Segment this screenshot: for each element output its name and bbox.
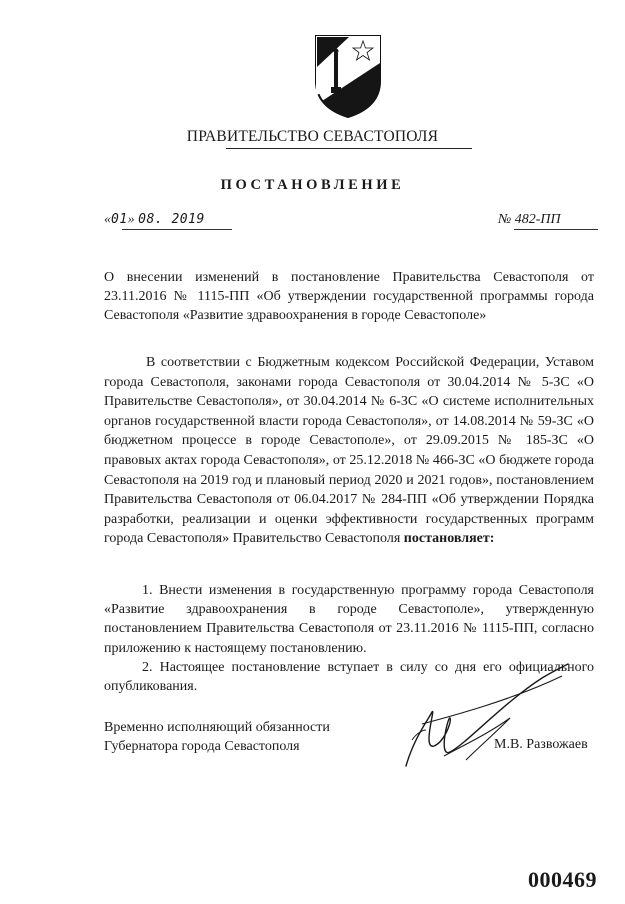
date-month-year: 08. 2019 [138,212,205,227]
signatory-name: М.В. Развожаев [494,737,588,752]
signatory-position-line: Губернатора города Севастополя [104,739,300,754]
date-quote-close: » [127,212,135,227]
date-day: 01 [111,212,128,227]
number-sign: № [498,212,512,227]
number-value: 482-ПП [514,212,561,227]
document-type: ПОСТАНОВЛЕНИЕ [220,177,405,193]
header-divider [226,148,472,149]
date-underline [122,229,232,230]
number-underline [514,229,598,230]
signatory-position-line: Временно исполняющий обязанности [104,720,330,735]
document-number [498,212,561,228]
preamble-paragraph [104,353,594,549]
date-quote-open: « [104,212,111,227]
document-date [104,212,205,228]
resolution-item: 2. Настоящее постановление вступает в силу со дня его официального опубликования. [104,659,594,695]
document-subject: О внесении изменений в постановление Правительства Севастополя от 23.11.2016 № 1115-ПП «Об утверждении государственной программы города Севастополя «Развитие здравоохранения в городе Севастополе» [104,270,594,323]
signatory-position [104,718,330,756]
handwritten-signature-icon [392,660,582,780]
resolution-item: 1. Внести изменения в государственную программу города Севастополя «Развитие здравоохранения в городе Севастополе», утвержденную постановлением Правительства Севастополя от 23.11.2016 № 1115-ПП, согласно приложению к настоящему постановлению. [104,583,594,656]
government-name: ПРАВИТЕЛЬСТВО СЕВАСТОПОЛЯ [186,128,439,145]
registration-number: 000469 [528,867,597,892]
sevastopol-coat-of-arms-icon [313,33,383,119]
preamble-text: В соответствии с Бюджетным кодексом Российской Федерации, Уставом города Севастополя, законами города Севастополя от 30.04.2014 № 5-ЗС «О Правительстве Севастополя», от 30.04.2014 № 6-ЗС «О системе исполнительных органов государственной власти города Севастополя», от 14.08.2014 № 59-ЗС «О бюджетном процессе в городе Севастополе», от 29.09.2015 № 185-ЗС «О правовых актах города Севастополя», от 25.12.2018 № 466-ЗС «О бюджете города Севастополя на 2019 год и плановый период 2020 и 2021 годов», постановлением Правительства Севастополя от 06.04.2017 № 284-ПП «Об утверждении Порядка разработки, реализации и оценки эффективности государственных программ города Севастополя» Правительство Севастополя [104,355,594,547]
preamble-resolves: постановляет: [403,531,495,547]
